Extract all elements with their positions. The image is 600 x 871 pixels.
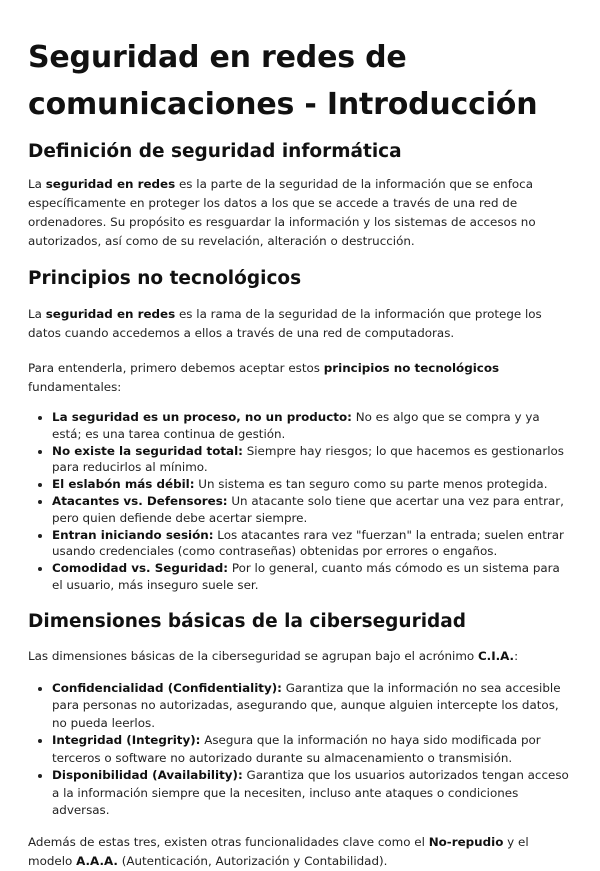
dimensions-intro-paragraph (28, 647, 572, 666)
list-item (52, 560, 572, 594)
text-run: Para entenderla, primero debemos aceptar estos (28, 361, 324, 375)
text-run: Las dimensiones básicas de la ciberseguridad se agrupan bajo el acrónimo (28, 648, 478, 663)
list-item (52, 527, 572, 561)
list-item-title: No existe la seguridad total: (52, 443, 243, 458)
text-run: La (28, 307, 46, 321)
section-heading-definicion: Definición de seguridad informática (28, 141, 402, 162)
list-item-title: La seguridad es un proceso, no un producto: (52, 410, 352, 424)
list-item-title: Atacantes vs. Defensores: (52, 493, 228, 508)
bold-term: principios no tecnológicos (323, 361, 500, 375)
list-item (52, 443, 572, 477)
bold-term: seguridad en redes (45, 307, 176, 321)
list-item (52, 493, 572, 527)
list-item-text: Garantiza que la información no sea accesible para personas no autorizadas, asegurando que, aunque alguien intercepte los datos, no pueda leerlos. (52, 680, 561, 730)
text-run: (Autenticación, Autorización y Contabilidad). (117, 853, 388, 868)
list-item-text: Garantiza que los usuarios autorizados tengan acceso a la información siempre que la necesiten, incluso ante ataques o condiciones adversas. (52, 768, 569, 818)
list-item (52, 680, 572, 733)
principles-lead-paragraph (28, 359, 572, 397)
list-item-text: Siempre hay riesgos; lo que hacemos es gestionarlos para reducirlos al mínimo. (52, 443, 564, 475)
bold-term: A.A.A. (76, 853, 118, 868)
list-item-title: Entran iniciando sesión: (52, 527, 214, 542)
list-item-text: Los atacantes rara vez "fuerzan" la entrada; suelen entrar usando credenciales (como contraseñas) obtenidas por errores o engaños. (52, 527, 564, 559)
text-run: y el modelo (28, 834, 529, 868)
text-run: Además de estas tres, existen otras funcionalidades clave como el (28, 834, 429, 849)
list-item-text: Un atacante solo tiene que acertar una vez para entrar, pero quien defiende debe acertar siempre. (52, 493, 564, 525)
closing-paragraph (28, 833, 572, 871)
list-item-title: Disponibilidad (Availability): (52, 768, 243, 783)
bold-term: seguridad en redes (45, 177, 176, 191)
list-item-title: El eslabón más débil: (52, 477, 195, 492)
text-run: La (28, 177, 46, 191)
list-item (52, 767, 572, 820)
section-heading-principios: Principios no tecnológicos (28, 268, 302, 289)
bold-term: C.I.A. (477, 648, 515, 663)
list-item (52, 409, 572, 443)
list-item-title: Confidencialidad (Confidentiality): (52, 680, 282, 695)
principles-intro-paragraph (28, 305, 572, 343)
text-run: fundamentales: (28, 380, 122, 394)
text-run: es la parte de la seguridad de la información que se enfoca específicamente en proteger los datos a los que se accede a través de una red de ordenadores. Su propósito es resguardar la información y los sistemas de accesos no autorizados, así como de su revelación, alteración o destrucción. (28, 177, 536, 248)
list-item-text: Un sistema es tan seguro como su parte menos protegida. (194, 477, 548, 492)
section-heading-dimensiones: Dimensiones básicas de la ciberseguridad (28, 610, 467, 632)
list-item (52, 476, 572, 493)
principles-list (28, 409, 572, 594)
dimensions-list (28, 680, 572, 820)
list-item-title: Comodidad vs. Seguridad: (52, 561, 229, 576)
page-title: Seguridad en redes de comunicaciones - Introducción (28, 40, 538, 122)
list-item-text: Asegura que la información no haya sido modificada por terceros o software no autorizado durante su almacenamiento o transmisión. (52, 733, 541, 765)
bold-term: No-repudio (428, 834, 504, 849)
text-run: : (514, 648, 519, 663)
list-item-text: No es algo que se compra y ya está; es una tarea continua de gestión. (52, 410, 540, 441)
list-item (52, 732, 572, 767)
list-item-title: Integridad (Integrity): (52, 733, 201, 748)
list-item-text: Por lo general, cuanto más cómodo es un sistema para el usuario, más inseguro suele ser. (52, 561, 560, 592)
text-run: es la rama de la seguridad de la información que protege los datos cuando accedemos a ellos a través de una red de computadoras. (28, 307, 542, 340)
definition-paragraph (28, 175, 572, 251)
